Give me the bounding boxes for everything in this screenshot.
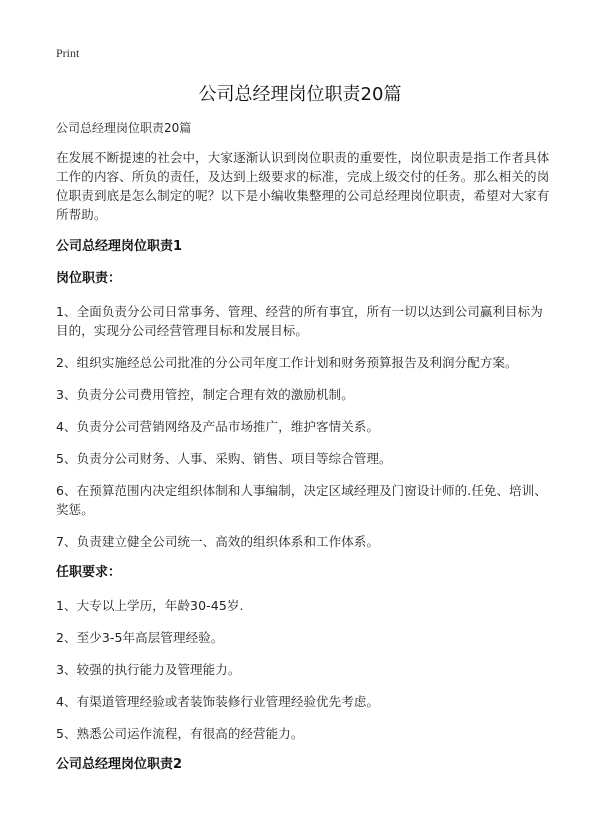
duty-item: 7、负责建立健全公司统一、高效的组织体系和工作体系。	[56, 534, 380, 549]
duty-item: 1、全面负责分公司日常事务、管理、经营的所有事宜，所有一切以达到公司赢利目标为目的，实现分公司经营管理目标和发展目标。	[56, 304, 543, 338]
document-subtitle: 公司总经理岗位职责20篇	[56, 121, 192, 135]
document-body	[56, 119, 550, 788]
requirement-item: 3、较强的执行能力及管理能力。	[56, 662, 241, 677]
duties-heading: 岗位职责：	[56, 271, 122, 286]
requirements-heading: 任职要求：	[56, 565, 122, 580]
intro-paragraph: 在发展不断提速的社会中，大家逐渐认识到岗位职责的重要性，岗位职责是指工作者具体工作的内容、所负的责任，及达到上级要求的标准，完成上级交付的任务。那么相关的岗位职责到底是怎么制定的呢？以下是小编收集整理的公司总经理岗位职责，希望对大家有所帮助。	[56, 150, 550, 222]
requirement-item: 1、大专以上学历，年龄30-45岁.	[56, 598, 244, 613]
duty-item: 5、负责分公司财务、人事、采购、销售、项目等综合管理。	[56, 451, 392, 466]
duty-item: 2、组织实施经总公司批准的分公司年度工作计划和财务预算报告及利润分配方案。	[56, 355, 518, 370]
requirement-item: 5、熟悉公司运作流程，有很高的经营能力。	[56, 726, 304, 741]
duty-item: 3、负责分公司费用管控，制定合理有效的激励机制。	[56, 387, 354, 402]
duty-item: 6、在预算范围内决定组织体制和人事编制，决定区域经理及门窗设计师的.任免、培训、奖惩。	[56, 483, 547, 517]
print-label: Print	[56, 46, 80, 60]
requirement-item: 2、至少3-5年高层管理经验。	[56, 630, 224, 645]
page-title: 公司总经理岗位职责20篇	[198, 84, 402, 105]
requirement-item: 4、有渠道管理经验或者装饰装修行业管理经验优先考虑。	[56, 694, 380, 709]
section-title-1: 公司总经理岗位职责1	[56, 239, 183, 254]
section-title-2: 公司总经理岗位职责2	[56, 757, 183, 772]
duty-item: 4、负责分公司营销网络及产品市场推广，维护客情关系。	[56, 419, 380, 434]
